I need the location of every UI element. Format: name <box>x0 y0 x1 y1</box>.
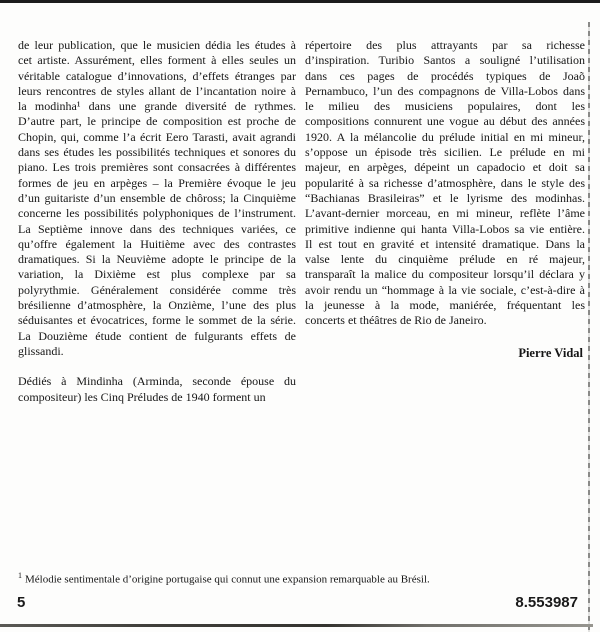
text-line: variation, la Dixième est plus complexe par sa <box>18 267 296 282</box>
footnote-marker: 1 <box>18 571 22 580</box>
preludes-paragraph <box>305 38 585 329</box>
scan-bottom-edge-line <box>0 624 593 627</box>
text-line: de leur publication, que le musicien dédia les études à <box>18 38 296 52</box>
etudes-paragraph <box>18 38 296 359</box>
text-line: le milieu des musiciens populaires, dont les <box>305 99 585 114</box>
text-line: cet artiste. Assurément, elles forment à elles seules un <box>18 53 296 68</box>
text-columns <box>18 38 585 405</box>
text-line: “Bachianas Brasileiras” et le lyrisme des modinhas. <box>305 190 585 205</box>
text-line: dans ses études les possibilités techniques et sonores du <box>18 145 296 160</box>
text-line: compositeur) les Cinq Préludes de 1940 forment un <box>18 389 266 404</box>
text-line: primitive indienne qui hanta Villa-Lobos sa vie entière. <box>305 221 585 236</box>
text-line: concerne les possibilités polyphoniques de l’instrument. <box>18 206 296 221</box>
page-number: 5 <box>17 594 26 611</box>
text-line: transparaît la malice du compositeur lorsqu’il déclara y <box>305 267 585 282</box>
text-line: popularité à sa richesse d’atmosphère, dans le style des <box>305 175 585 190</box>
text-line: Il est tout en gravité et intensité dramatique. Dans la <box>305 236 585 251</box>
text-line: valse lente du cinquième prélude en ré majeur, <box>305 252 585 267</box>
text-line: Chopin, qui, comme l’a écrit Eero Tarasti, avait agrandi <box>18 129 296 144</box>
text-line: La Douzième étude contient de fulgurants effets de <box>18 328 296 343</box>
text-line: la jeunesse à la mode, maniérée, fréquentant les <box>305 298 585 313</box>
text-line: 1920. A la mélancolie du prélude initial en mi mineur, <box>305 129 585 144</box>
text-line: concerts et théâtres de Rio de Janeiro. <box>305 313 487 328</box>
text-line: glissandi. <box>18 343 64 358</box>
text-line: leurs rencontres de styles allant de l’incantation noire à <box>18 83 296 98</box>
text-line: Pernambuco, l’un des compagnons de Villa-Lobos dans <box>305 83 585 98</box>
text-line: majeur, en arpèges, dépeint un capadocio et doit sa <box>305 160 585 175</box>
text-line: d’inspiration. Turibio Santos a souligné l’utilisation <box>305 53 585 68</box>
text-line: séduisantes et évocatrices, forme le sommet de la série. <box>18 313 296 328</box>
footnote <box>18 569 583 587</box>
text-line: D’autre part, le principe de composition est proche de <box>18 114 296 129</box>
text-line: avoir rendu un “hommage à la vie sociale, c’est-à-dire à <box>305 282 585 297</box>
text-line: brésilienne d’atmosphère, la Onzième, l’une des plus <box>18 298 296 313</box>
text-line: qu’offre également la Huitième avec des contrastes <box>18 236 296 251</box>
text-line: polyrythmie. Généralement considérée comme très <box>18 282 296 297</box>
text-line: dans ces pages de procédés typiques de Joaõ <box>305 68 585 83</box>
text-line: d’un guitariste d’un ensemble de chôross; la Cinquième <box>18 190 296 205</box>
text-line: véritable catalogue d’innovations, d’effets étranges par <box>18 68 296 83</box>
text-line: compositions connurent une vogue au début des années <box>305 114 585 129</box>
text-line: L’avant-dernier morceau, en mi mineur, reflète l’âme <box>305 206 585 221</box>
text-line: Dédiés à Mindinha (Arminda, seconde épouse du <box>18 374 296 389</box>
catalog-number: 8.553987 <box>515 594 578 611</box>
text-line: s’oppose un épisode très sicilien. Le prélude en mi <box>305 145 585 160</box>
text-line: La Septième innove dans des techniques variées, ce <box>18 221 296 236</box>
preludes-dedication-paragraph <box>18 374 296 405</box>
right-column <box>305 38 585 405</box>
left-column <box>18 38 296 405</box>
text-line: répertoire des plus attrayants par sa richesse <box>305 38 585 52</box>
scan-right-edge-line <box>588 22 590 632</box>
text-line: la modinha¹ dans une grande diversité de rythmes. <box>18 99 296 114</box>
author-byline: Pierre Vidal <box>518 345 583 360</box>
text-line: formes de jeu en arpèges – la Première évoque le jeu <box>18 175 296 190</box>
text-line: dramatiques. Si la Neuvième adopte le principe de la <box>18 252 296 267</box>
footnote-text: Mélodie sentimentale d’origine portugaise qui connut une expansion remarquable au Brésil. <box>25 573 430 586</box>
scan-top-edge-line <box>0 0 600 3</box>
text-line: piano. Les trois premières sont consacrées à différentes <box>18 160 296 175</box>
